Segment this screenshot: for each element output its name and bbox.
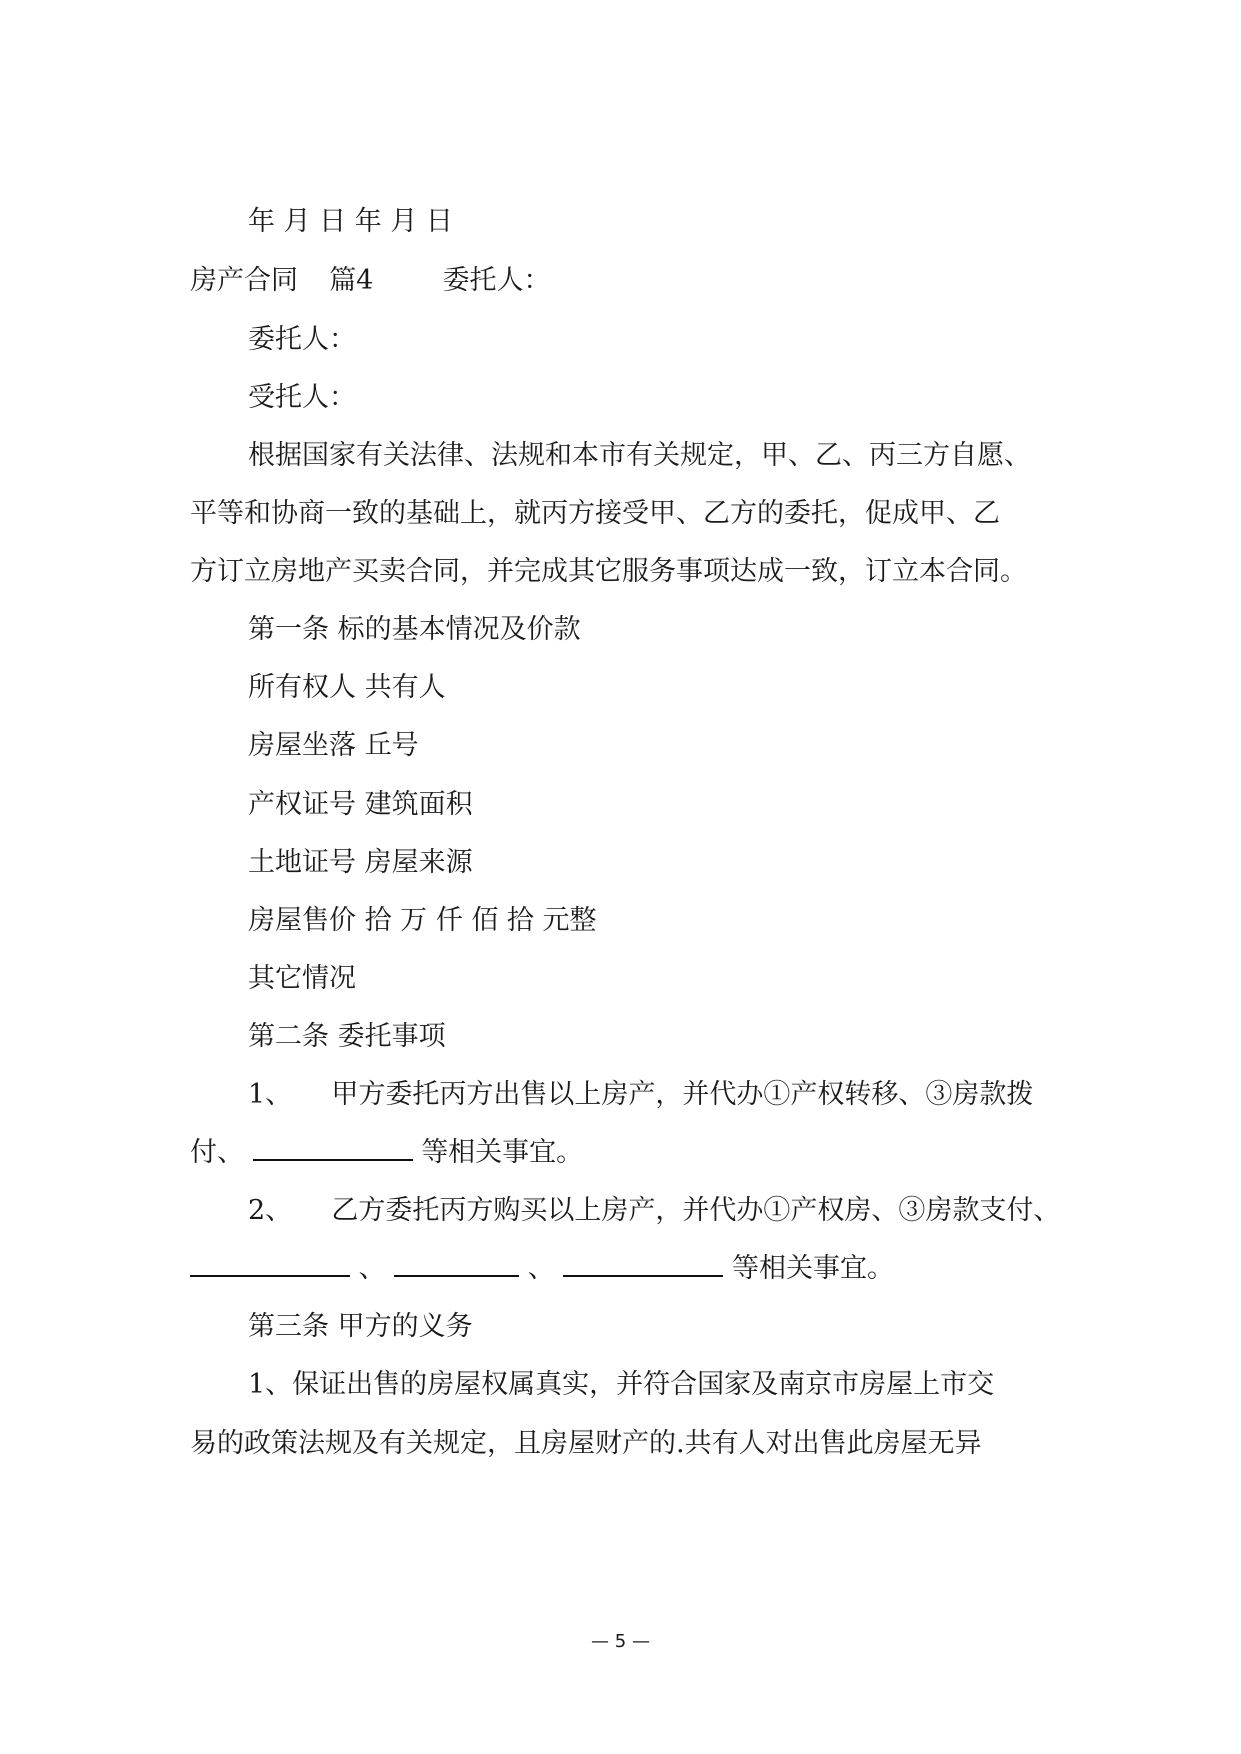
date-line: 年 月 日 年 月 日 <box>248 206 453 237</box>
client-line: 委托人： <box>248 324 356 355</box>
item-1-line <box>248 1075 1033 1115</box>
item-1-continuation <box>190 1133 583 1173</box>
article-2-heading: 第二条 委托事项 <box>248 1021 446 1052</box>
item-1-prefix: 付、 <box>190 1137 244 1168</box>
item-2-number: 2、 <box>248 1195 293 1226</box>
section-label: 篇4 <box>329 265 374 296</box>
article-3-heading: 第三条 甲方的义务 <box>248 1311 473 1342</box>
land-line: 土地证号 房屋来源 <box>248 847 473 878</box>
location-line: 房屋坐落 丘号 <box>248 730 419 761</box>
item-1-suffix: 等相关事宜。 <box>421 1137 584 1168</box>
fill-blank[interactable] <box>394 1253 519 1277</box>
owner-line: 所有权人 共有人 <box>248 672 446 703</box>
item-2-separator-2: 、 <box>527 1253 555 1284</box>
item-2-separator-1: 、 <box>358 1253 386 1284</box>
client-label-top: 委托人： <box>442 265 551 296</box>
document-title: 房产合同 <box>190 265 298 296</box>
item-2-text: 乙方委托丙方购买以上房产，并代办①产权房、③房款支付、 <box>331 1195 1061 1226</box>
item-1-text: 甲方委托丙方出售以上房产，并代办①产权转移、③房款拨 <box>331 1079 1034 1110</box>
paragraph-line-2: 平等和协商一致的基础上，就丙方接受甲、乙方的委托，促成甲、乙 <box>190 498 1000 529</box>
trustee-line: 受托人： <box>248 382 356 413</box>
fill-blank[interactable] <box>563 1253 723 1277</box>
paragraph-line-3: 方订立房地产买卖合同，并完成其它服务事项达成一致，订立本合同。 <box>190 556 1027 587</box>
item-2-line <box>248 1191 1060 1231</box>
certificate-line: 产权证号 建筑面积 <box>248 789 473 820</box>
page-number: — 5 — <box>591 1631 650 1652</box>
item-2-continuation <box>190 1249 894 1289</box>
article-3-line-2: 易的政策法规及有关规定，且房屋财产的.共有人对出售此房屋无异 <box>190 1428 982 1459</box>
title-line <box>190 261 551 301</box>
fill-blank[interactable] <box>190 1253 350 1277</box>
price-line: 房屋售价 拾 万 仟 佰 拾 元整 <box>248 905 597 936</box>
item-2-suffix: 等相关事宜。 <box>731 1253 894 1284</box>
fill-blank[interactable] <box>253 1137 413 1161</box>
article-1-heading: 第一条 标的基本情况及价款 <box>248 614 581 645</box>
article-3-line-1: 1、保证出售的房屋权属真实，并符合国家及南京市房屋上市交 <box>248 1369 995 1400</box>
other-line: 其它情况 <box>248 963 356 994</box>
item-1-number: 1、 <box>248 1079 293 1110</box>
paragraph-line-1: 根据国家有关法律、法规和本市有关规定，甲、乙、丙三方自愿、 <box>248 440 1031 471</box>
